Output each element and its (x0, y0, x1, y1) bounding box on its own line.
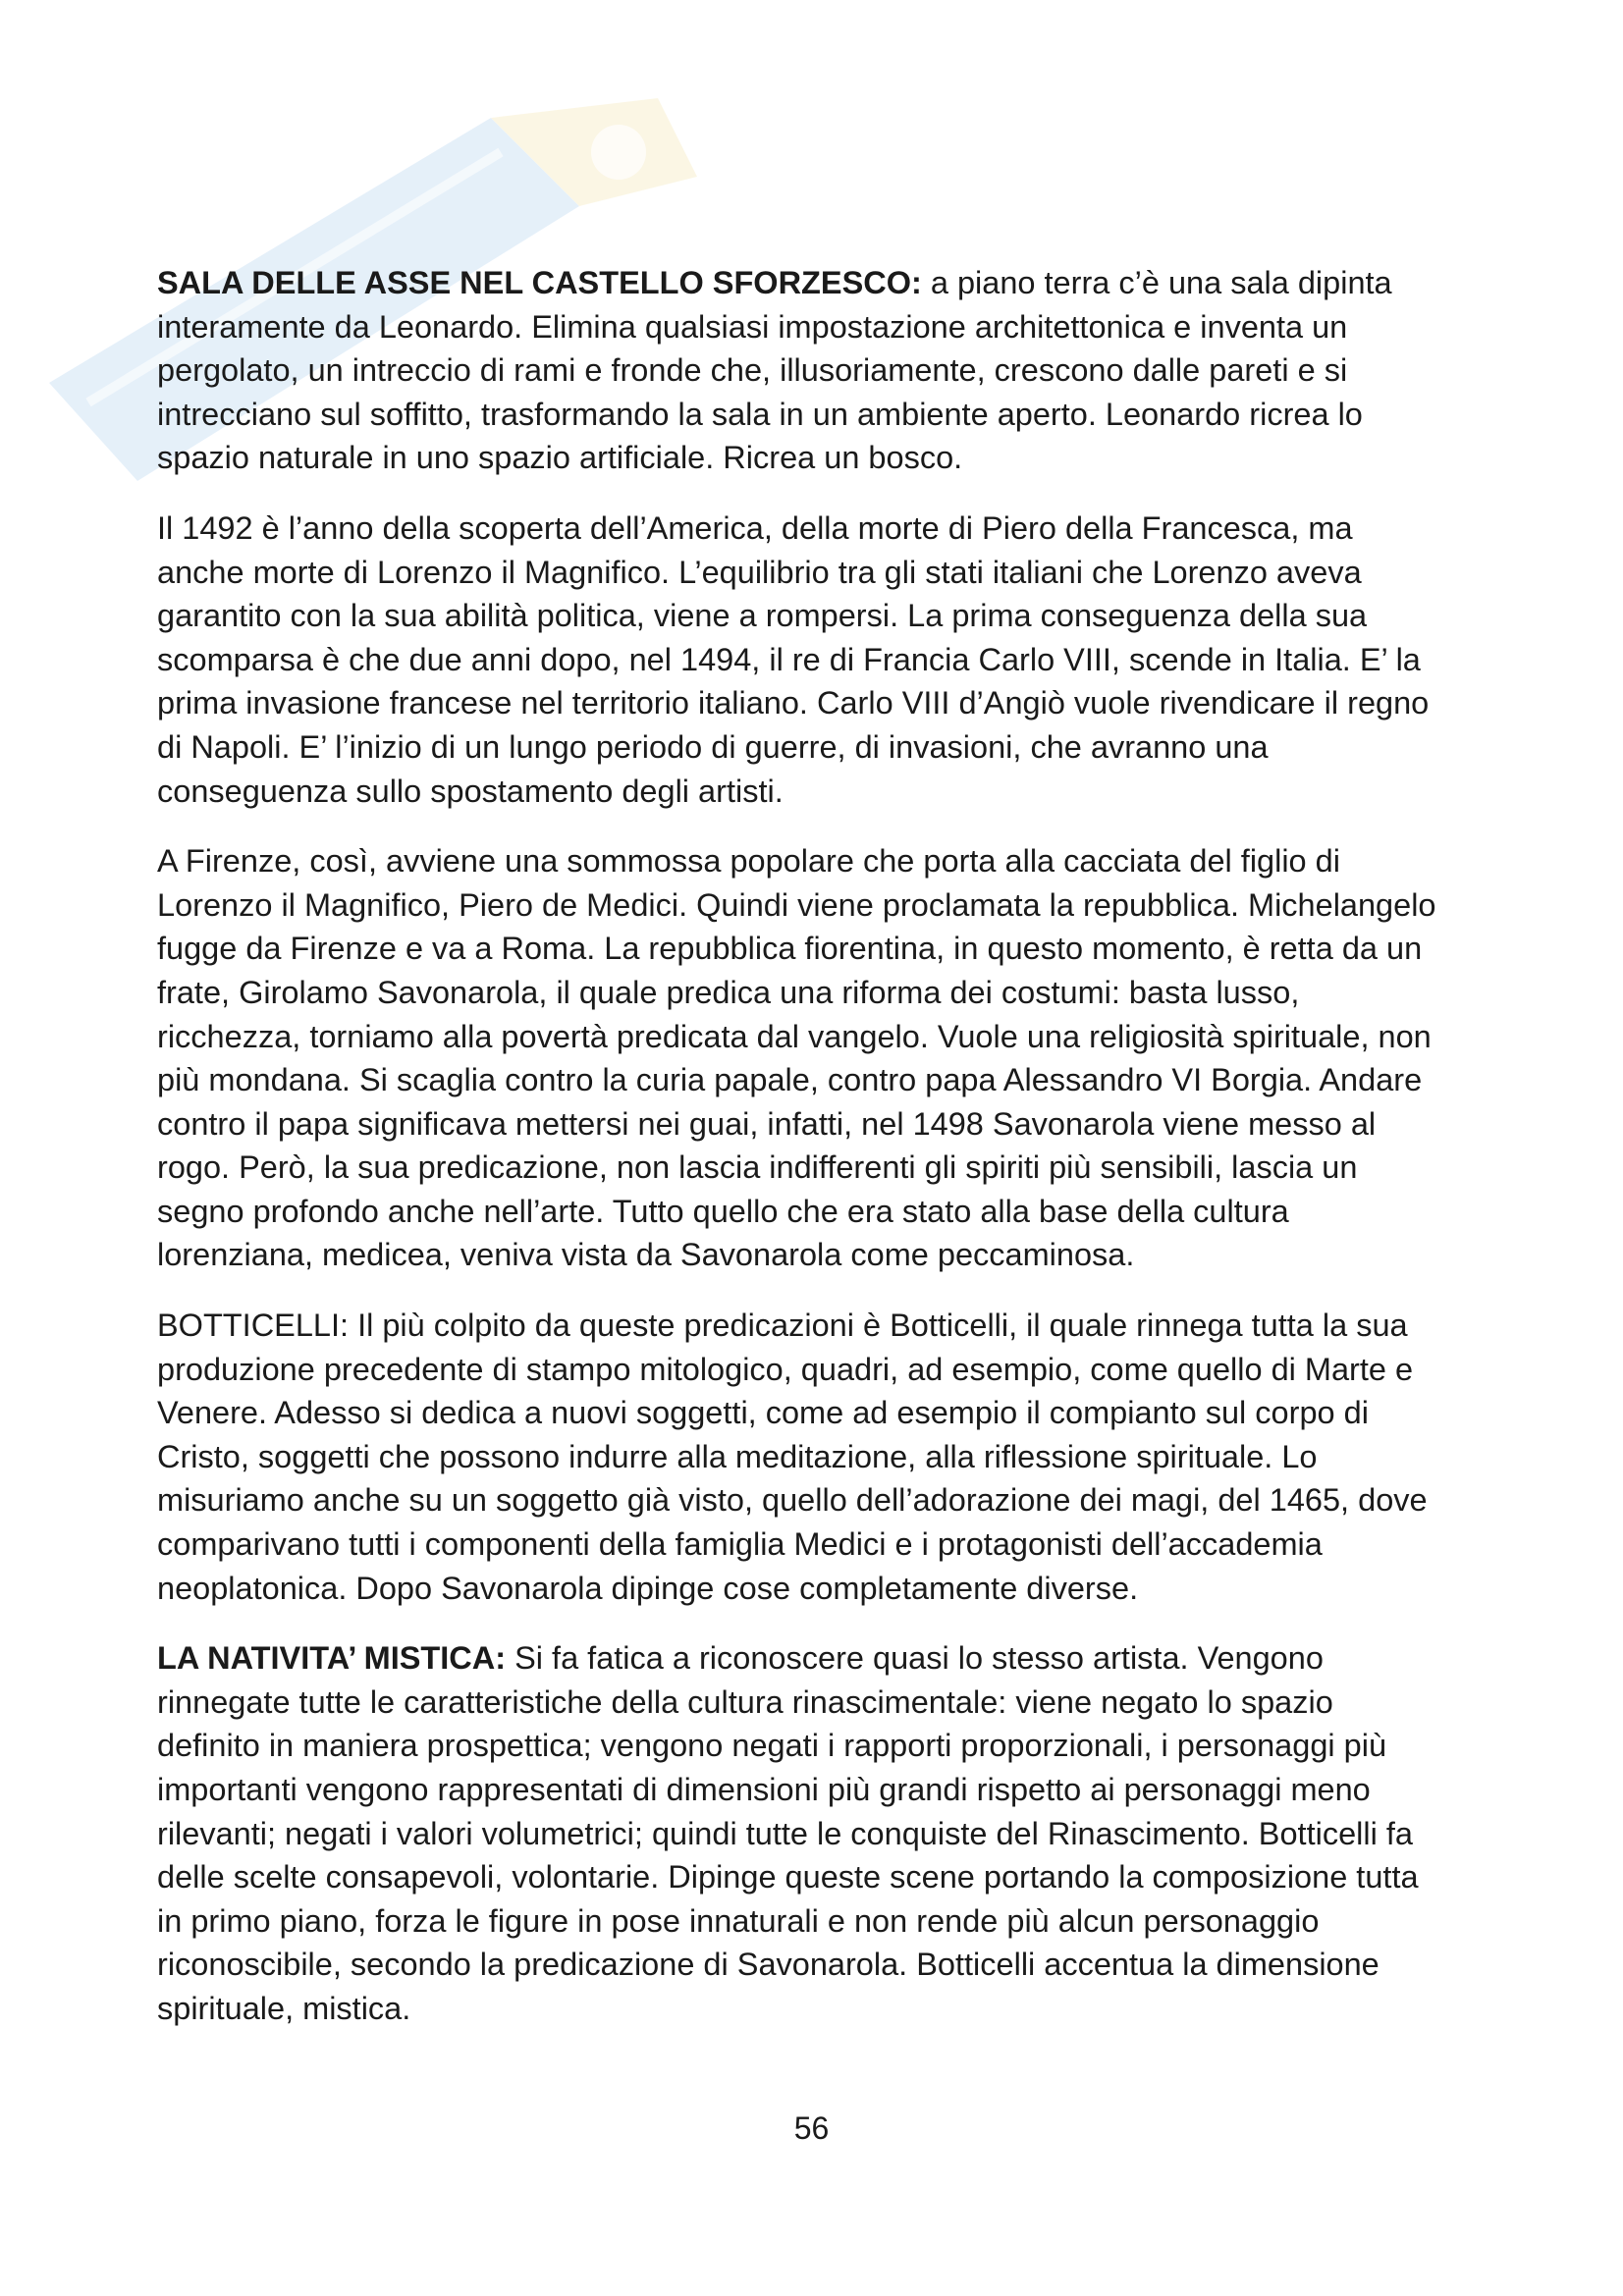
paragraph-1492 (157, 507, 1483, 813)
text-line: BOTTICELLI: Il più colpito da queste predicazioni è Botticelli, il quale rinnega tutta la sua (157, 1308, 1408, 1344)
text-line: ricchezza, torniamo alla povertà predicata dal vangelo. Vuole una religiosità spirituale, non (157, 1018, 1432, 1054)
text-line: più mondana. Si scaglia contro la curia papale, contro papa Alessandro VI Borgia. Andare (157, 1062, 1423, 1098)
text-line: conseguenza sullo spostamento degli artisti. (157, 773, 784, 809)
text-line: definito in maniera prospettica; vengono negati i rapporti proporzionali, i personaggi più (157, 1728, 1387, 1764)
text-line: rinnegate tutte le caratteristiche della cultura rinascimentale: viene negato lo spazio (157, 1683, 1333, 1720)
text-line: delle scelte consapevoli, volontarie. Dipinge queste scene portando la composizione tutta (157, 1859, 1419, 1896)
text-line: a piano terra c’è una sala dipinta (921, 265, 1392, 300)
text-line: produzione precedente di stampo mitologico, quadri, ad esempio, come quello di Marte e (157, 1351, 1414, 1387)
text-line: neoplatonica. Dopo Savonarola dipinge cose completamente diverse. (157, 1570, 1139, 1606)
text-line: Lorenzo il Magnifico, Piero de Medici. Quindi viene proclamata la repubblica. Michelangelo (157, 886, 1436, 923)
text-line: garantito con la sua abilità politica, viene a rompersi. La prima conseguenza della sua (157, 598, 1368, 634)
page-number: 56 (793, 2110, 830, 2146)
text-line: prima invasione francese nel territorio italiano. Carlo VIII d’Angiò vuole rivendicare il regno (157, 685, 1430, 721)
text-line: segno profondo anche nell’arte. Tutto quello che era stato alla base della cultura (157, 1193, 1289, 1229)
text-line: rilevanti; negati i valori volumetrici; quindi tutte le conquiste del Rinascimento. Botticelli fa (157, 1815, 1413, 1851)
text-line: fugge da Firenze e va a Roma. La repubblica fiorentina, in questo momento, è retta da un (157, 931, 1423, 967)
text-line: scomparsa è che due anni dopo, nel 1494, il re di Francia Carlo VIII, scende in Italia. E’ la (157, 641, 1421, 677)
document-body (157, 261, 1483, 2057)
text-line: A Firenze, così, avviene una sommossa popolare che porta alla cacciata del figlio di (157, 843, 1340, 880)
text-line: di Napoli. E’ l’inizio di un lungo periodo di guerre, di invasioni, che avranno una (157, 728, 1269, 765)
text-line: misuriamo anche su un soggetto già visto, quello dell’adorazione dei magi, del 1465, dove (157, 1482, 1428, 1519)
text-line: frate, Girolamo Savonarola, il quale predica una riforma dei costumi: basta lusso, (157, 974, 1300, 1010)
text-line: intrecciano sul soffitto, trasformando la sala in un ambiente aperto. Leonardo ricrea lo (157, 396, 1363, 432)
paragraph-botticelli (157, 1304, 1483, 1610)
text-line: riconoscibile, secondo la predicazione di Savonarola. Botticelli accentua la dimensione (157, 1947, 1380, 1983)
text-line: contro il papa significava mettersi nei guai, infatti, nel 1498 Savonarola viene messo al (157, 1105, 1377, 1142)
text-line: Il 1492 è l’anno della scoperta dell’America, della morte di Piero della Francesca, ma (157, 509, 1353, 546)
text-line: interamente da Leonardo. Elimina qualsiasi impostazione architettonica e inventa un (157, 308, 1348, 345)
text-line: comparivano tutti i componenti della famiglia Medici e i protagonisti dell’accademia (157, 1526, 1323, 1563)
paragraph-heading: SALA DELLE ASSE NEL CASTELLO SFORZESCO: (157, 265, 922, 300)
text-line: Venere. Adesso si dedica a nuovi soggetti, come ad esempio il compianto sul corpo di (157, 1395, 1369, 1431)
paragraph-firenze (157, 839, 1483, 1277)
text-line: Si fa fatica a riconoscere quasi lo stesso artista. Vengono (506, 1640, 1324, 1677)
paragraph-sala-delle-asse (157, 261, 1483, 480)
text-line: spirituale, mistica. (157, 1990, 411, 2026)
text-line: in primo piano, forza le figure in pose innaturali e non rende più alcun personaggio (157, 1902, 1320, 1939)
text-line: Cristo, soggetti che possono indurre alla meditazione, alla riflessione spirituale. Lo (157, 1438, 1318, 1474)
text-line: spazio naturale in uno spazio artificiale. Ricrea un bosco. (157, 440, 963, 476)
text-line: lorenziana, medicea, veniva vista da Savonarola come peccaminosa. (157, 1237, 1135, 1273)
text-line: pergolato, un intreccio di rami e fronde che, illusoriamente, crescono dalle pareti e si (157, 352, 1348, 389)
text-line: rogo. Però, la sua predicazione, non lascia indifferenti gli spiriti più sensibili, lascia un (157, 1149, 1358, 1186)
text-line: importanti vengono rappresentati di dimensioni più grandi rispetto ai personaggi meno (157, 1772, 1371, 1807)
text-line: anche morte di Lorenzo il Magnifico. L’equilibrio tra gli stati italiani che Lorenzo aveva (157, 554, 1362, 590)
paragraph-heading: LA NATIVITA’ MISTICA: (157, 1640, 507, 1677)
paragraph-nativita-mistica (157, 1636, 1483, 2030)
